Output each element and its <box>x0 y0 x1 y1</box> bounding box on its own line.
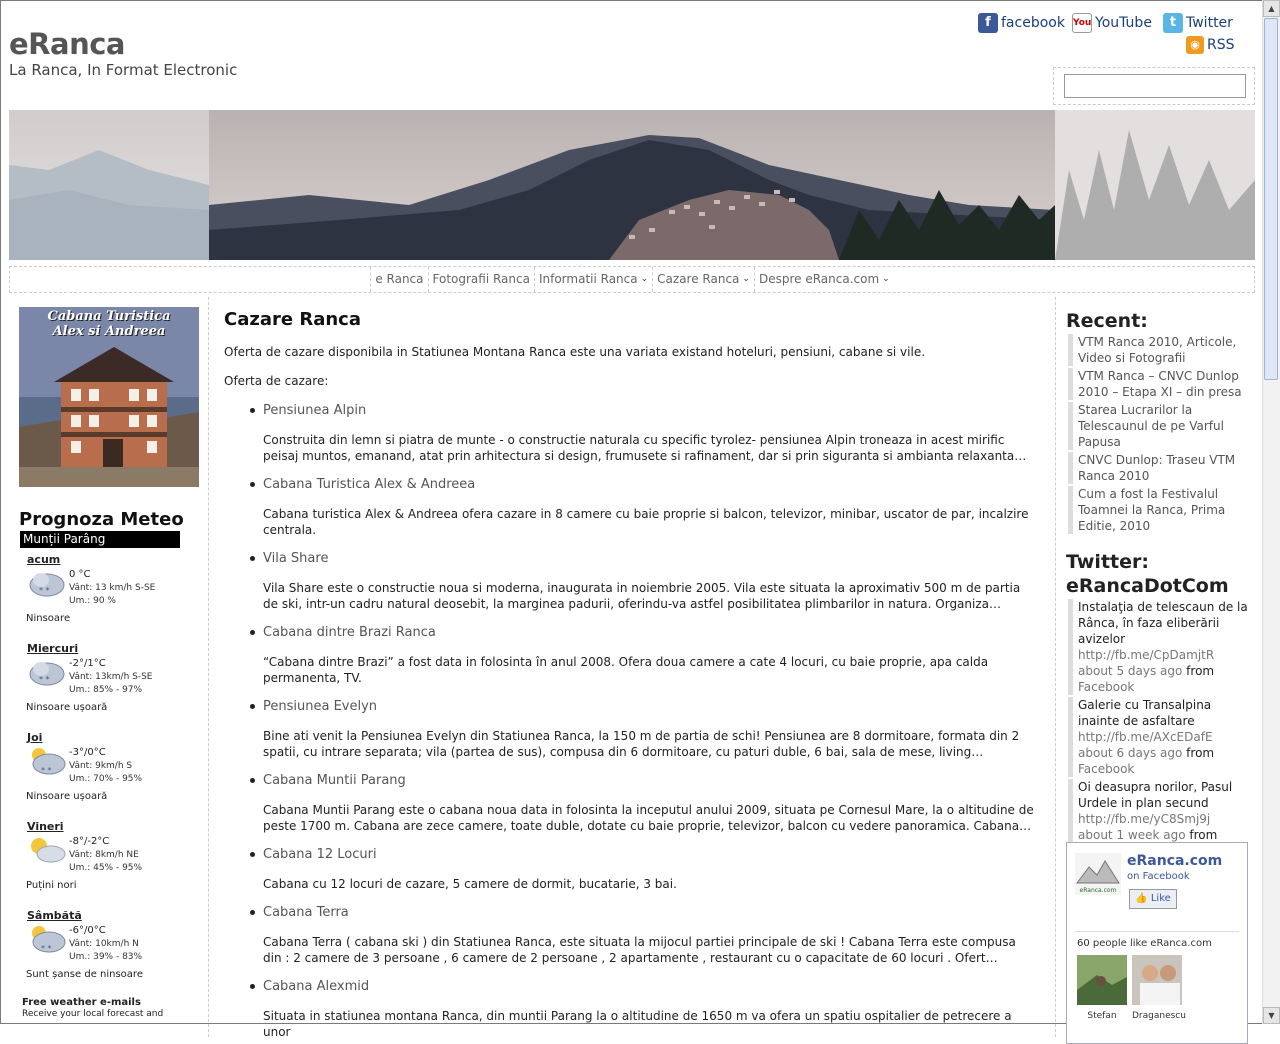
free-weather-text: Receive your local forecast and <box>22 1009 164 1019</box>
mountain-panorama-image <box>9 110 1255 260</box>
fan-name[interactable]: Stefan <box>1087 1011 1117 1021</box>
fb-on: on <box>1127 871 1140 882</box>
vertical-scrollbar[interactable] <box>1262 0 1280 1024</box>
partly-cloudy-icon <box>27 834 67 866</box>
recent-post-link[interactable]: Cum a fost la Festivalul Toamnei la Ranca, Prima Editie, 2010 <box>1068 486 1248 534</box>
offer-title-link[interactable]: Pensiunea Alpin <box>263 403 367 418</box>
bullet <box>250 704 255 709</box>
nav-item-label[interactable]: Despre eRanca.com <box>758 272 880 286</box>
bullet <box>250 910 255 915</box>
weather-temp: 0 °C <box>69 569 91 580</box>
nav-item-despre[interactable] <box>754 267 894 292</box>
offer-title-link[interactable]: Cabana dintre Brazi Ranca <box>263 625 436 640</box>
header-banner <box>9 110 1255 260</box>
tweet-link[interactable]: http://fb.me/AXcEDafE <box>1078 730 1213 744</box>
scroll-down-arrow-icon[interactable]: ▼ <box>1263 1007 1280 1024</box>
scroll-up-arrow-icon[interactable]: ▲ <box>1263 0 1280 17</box>
fb-network[interactable]: Facebook <box>1142 871 1190 882</box>
twitter-icon[interactable]: t <box>1163 13 1183 33</box>
main-content <box>224 297 1044 1037</box>
snow-cloud-icon <box>27 656 67 688</box>
tweet-link[interactable]: http://fb.me/CpDamjtR <box>1078 648 1215 662</box>
offer-description: Vila Share este o constructie noua si moderna, inaugurata in noiembrie 2005. Vila este situata la aproximativ 500 m de partia de ski, intr-un cadru natural deosebit, la marginea padurii, oferindu-va astfel posibilitatea plimbarilor in natura. Organiza… <box>263 581 1021 611</box>
weather-day-name[interactable]: acum <box>27 553 61 566</box>
sun-snow-cloud-icon <box>27 923 67 955</box>
rss-link[interactable] <box>1186 36 1235 54</box>
tweet <box>1068 599 1248 695</box>
youtube-link-label[interactable]: YouTube <box>1095 15 1152 31</box>
weather-humidity: Um.: 90 % <box>69 596 116 606</box>
tweet-time[interactable]: about 6 days ago <box>1078 746 1183 760</box>
tweet-source[interactable]: Facebook <box>1078 680 1135 694</box>
offer-description: Cabana Terra ( cabana ski ) din Statiunea Ranca, este situata la mijocul partiei principale de ski ! Cabana Terra este compusa din : 2 camere de 3 persoane , 6 camere de 2 persoane , 2 apartamente , restaurant cu o capacitate de 60 locuri . Ofert… <box>263 935 1016 965</box>
tweet-source[interactable]: Facebook <box>1078 762 1135 776</box>
page-title: Cazare Ranca <box>224 309 361 330</box>
offer-description: Cabana turistica Alex & Andreea ofera cazare in 8 camere cu baie proprie si balcon, televizor, minibar, uscator de par, incalzire centrala. <box>263 507 1029 537</box>
offer-title-link[interactable]: Pensiunea Evelyn <box>263 699 378 714</box>
fb-like-count: 60 people like eRanca.com <box>1077 938 1212 949</box>
nav-item-label[interactable]: Fotografii Ranca <box>432 272 530 286</box>
divider <box>1075 931 1239 932</box>
fan-name[interactable]: Draganescu <box>1132 1011 1186 1021</box>
weather-temp: -3°/0°C <box>69 747 106 758</box>
offer-description: Construita din lemn si piatra de munte - o constructie naturala cu specific tyrolez- pensiunea Alpin troneaza in acest mirific peisaj muntos, emanand, atat prin arhitectura si design, frumusete si rafinament, dar si prin siguranta si ambianta relaxanta… <box>263 433 1027 463</box>
nav-item-cazare[interactable] <box>652 267 754 292</box>
tweet-from: from <box>1189 828 1218 842</box>
bullet <box>250 408 255 413</box>
weather-day-name[interactable]: Vineri <box>27 820 64 833</box>
weather-wind: Vânt: 13 km/h S-SE <box>69 583 156 593</box>
nav-item-label[interactable]: Cazare Ranca <box>657 272 740 286</box>
offer-title-link[interactable]: Vila Share <box>263 551 329 566</box>
bullet <box>250 852 255 857</box>
tweet-text: Oi deasupra norilor, Pasul Urdele in plan secund <box>1078 780 1233 810</box>
weather-temp: -2°/1°C <box>69 658 106 669</box>
intro-paragraph: Oferta de cazare disponibila in Statiunea Montana Ranca este una variata existand hoteluri, pensiuni, cabane si vile. <box>224 345 926 359</box>
promo-line-1: Cabana Turistica <box>47 309 171 324</box>
nav-item-label[interactable]: Informatii Ranca <box>538 272 638 286</box>
twitter-link-label[interactable]: Twitter <box>1186 15 1233 31</box>
offer-subheading: Oferta de cazare: <box>224 374 329 388</box>
chevron-down-icon[interactable]: ⌄ <box>882 274 890 284</box>
weather-wind: Vânt: 10km/h N <box>69 939 139 949</box>
facebook-icon[interactable]: f <box>978 13 998 33</box>
bullet <box>250 984 255 989</box>
weather-location: Munții Parâng <box>20 531 180 548</box>
recent-post-link[interactable]: Starea Lucrarilor la Telescaunul de pe Varful Papusa <box>1068 402 1248 450</box>
tweet-link[interactable]: http://fb.me/yC8Smj9j <box>1078 812 1211 826</box>
eranca-logo-icon[interactable] <box>1075 853 1121 895</box>
fan-avatar[interactable] <box>1077 955 1127 1021</box>
thumbs-up-icon: 👍 <box>1135 893 1148 904</box>
weather-condition: Ninsoare ușoară <box>26 702 108 713</box>
fb-on-network <box>1127 871 1190 882</box>
tweet-time[interactable]: about 5 days ago <box>1078 664 1183 678</box>
offer-title-link[interactable]: Cabana 12 Locuri <box>263 847 377 862</box>
recent-post-link[interactable]: VTM Ranca 2010, Articole, Video si Fotografii <box>1068 334 1248 366</box>
weather-day-name[interactable]: Joi <box>27 731 43 744</box>
weather-wind: Vânt: 9km/h S <box>69 761 133 771</box>
rss-icon[interactable]: ◉ <box>1186 36 1204 54</box>
left-sidebar <box>9 297 209 1037</box>
twitter-heading: Twitter: eRancaDotCom <box>1066 551 1229 597</box>
weather-temp: -6°/0°C <box>69 925 106 936</box>
tweet-from: from <box>1186 664 1215 678</box>
tweet-text: Galerie cu Transalpina inainte de asfaltare <box>1078 698 1212 728</box>
promo-title <box>19 309 199 339</box>
bullet <box>250 630 255 635</box>
fb-like-label: Like <box>1150 893 1171 904</box>
nav-item-informatii[interactable] <box>534 267 652 292</box>
offer-description: Situata in statiunea montana Ranca, din muntii Parang la o altitudine de 1650 m va ofera un spatiu ospitalier de petrecere a unor <box>263 1009 1012 1039</box>
avatar[interactable] <box>1132 955 1182 1005</box>
bullet <box>250 556 255 561</box>
bullet <box>250 482 255 487</box>
fb-like-button[interactable] <box>1129 889 1177 909</box>
rss-link-label[interactable]: RSS <box>1207 37 1235 53</box>
promo-line-2: Alex si Andreea <box>52 324 166 339</box>
weather-temp: -8°/-2°C <box>69 836 110 847</box>
weather-wind: Vânt: 8km/h NE <box>69 850 139 860</box>
sun-snow-cloud-icon <box>27 745 67 777</box>
fan-avatar[interactable] <box>1132 955 1186 1021</box>
tweet-text: Instalaţia de telescaun de la Rânca, în faza eliberării avizelor <box>1078 600 1248 646</box>
tweet-list <box>1068 599 1248 861</box>
svg-text:* *: * * <box>39 675 50 684</box>
recent-list <box>1068 334 1248 536</box>
bullet <box>250 778 255 783</box>
weather-day-name[interactable]: Miercuri <box>27 642 79 655</box>
facebook-link-label[interactable]: facebook <box>1001 15 1065 31</box>
free-weather-heading[interactable]: Free weather e-mails <box>22 997 141 1008</box>
chevron-down-icon[interactable]: ⌄ <box>742 274 750 284</box>
chevron-down-icon[interactable]: ⌄ <box>640 274 649 284</box>
right-sidebar <box>1055 297 1256 1037</box>
site-tagline: La Ranca, In Format Electronic <box>9 61 238 79</box>
facebook-link[interactable] <box>978 13 1065 33</box>
nav-item-fotografii[interactable] <box>428 267 534 292</box>
offer-title-link[interactable]: Cabana Alexmid <box>263 979 370 994</box>
twitter-link[interactable] <box>1163 13 1233 33</box>
tweet-from: from <box>1186 746 1215 760</box>
nav-item-label[interactable]: e Ranca <box>375 272 424 286</box>
nav-item-e-ranca[interactable] <box>370 267 427 292</box>
search-box <box>1053 67 1255 105</box>
scrollbar-thumb[interactable] <box>1264 18 1278 380</box>
youtube-link[interactable] <box>1072 13 1152 33</box>
weather-humidity: Um.: 85% - 97% <box>69 685 143 695</box>
weather-condition: Puțini nori <box>26 880 77 891</box>
avatar[interactable] <box>1077 955 1127 1005</box>
weather-day-name[interactable]: Sâmbătă <box>27 909 82 922</box>
fb-page-name[interactable]: eRanca.com <box>1127 853 1223 869</box>
search-input[interactable] <box>1064 74 1246 98</box>
offer-description: Cabana Muntii Parang este o cabana noua data in folosinta la inceputul anului 2009, situata pe Cornesul Mare, la o altitudine de peste 1700 m. Cabana are zece camere, toate duble, dotate cu baie proprie, televizor, balcon cu vedere panoramica. Cabana… <box>263 803 1034 833</box>
recent-heading: Recent: <box>1066 310 1148 332</box>
weather-condition: Ninsoare <box>26 613 71 624</box>
weather-humidity: Um.: 70% - 95% <box>69 774 143 784</box>
facebook-like-box <box>1066 842 1248 1044</box>
offer-title-link[interactable]: Cabana Turistica Alex & Andreea <box>263 477 476 492</box>
weather-condition: Ninsoare ușoară <box>26 791 108 802</box>
tweet-time[interactable]: about 1 week ago <box>1078 828 1186 842</box>
offer-title-link[interactable]: Cabana Muntii Parang <box>263 773 406 788</box>
offer-description: Bine ati venit la Pensiunea Evelyn din Statiunea Ranca, la 150 m de partia de schi! Pensiunea are 8 dormitoare, formata din 2 spatii, cu intrare separata; vila (partea de sus), compusa din 6 dormitoare, cu paturi duble, 6 bai, sala de mese, living… <box>263 729 1020 759</box>
weather-heading: Prognoza Meteo <box>19 509 184 530</box>
promo-banner-cabana[interactable] <box>19 307 199 487</box>
offer-title-link[interactable]: Cabana Terra <box>263 905 349 920</box>
recent-post-link[interactable]: CNVC Dunlop: Traseu VTM Ranca 2010 <box>1068 452 1248 484</box>
snow-cloud-icon <box>27 567 67 599</box>
offer-description: Cabana cu 12 locuri de cazare, 5 camere de dormit, bucatarie, 3 bai. <box>263 877 677 891</box>
tweet <box>1068 697 1248 777</box>
svg-text:* *: * * <box>39 586 50 595</box>
offer-description: “Cabana dintre Brazi” a fost data in folosinta în anul 2008. Ofera doua camere a cate 4 locuri, cu baie proprie, apa calda permanenta, TV. <box>263 655 989 685</box>
svg-text:* *: * * <box>41 766 52 775</box>
site-title[interactable]: eRanca <box>9 27 125 61</box>
youtube-icon[interactable]: You <box>1072 13 1092 33</box>
weather-condition: Sunt șanse de ninsoare <box>26 969 143 980</box>
svg-text:* *: * * <box>41 944 52 953</box>
weather-humidity: Um.: 39% - 83% <box>69 952 143 962</box>
weather-humidity: Um.: 45% - 95% <box>69 863 143 873</box>
logo-text: eRanca.com <box>1079 887 1117 894</box>
recent-post-link[interactable]: VTM Ranca – CNVC Dunlop 2010 – Etapa XI – din presa <box>1068 368 1248 400</box>
weather-wind: Vânt: 13km/h S-SE <box>69 672 153 682</box>
main-nav <box>9 266 1255 293</box>
